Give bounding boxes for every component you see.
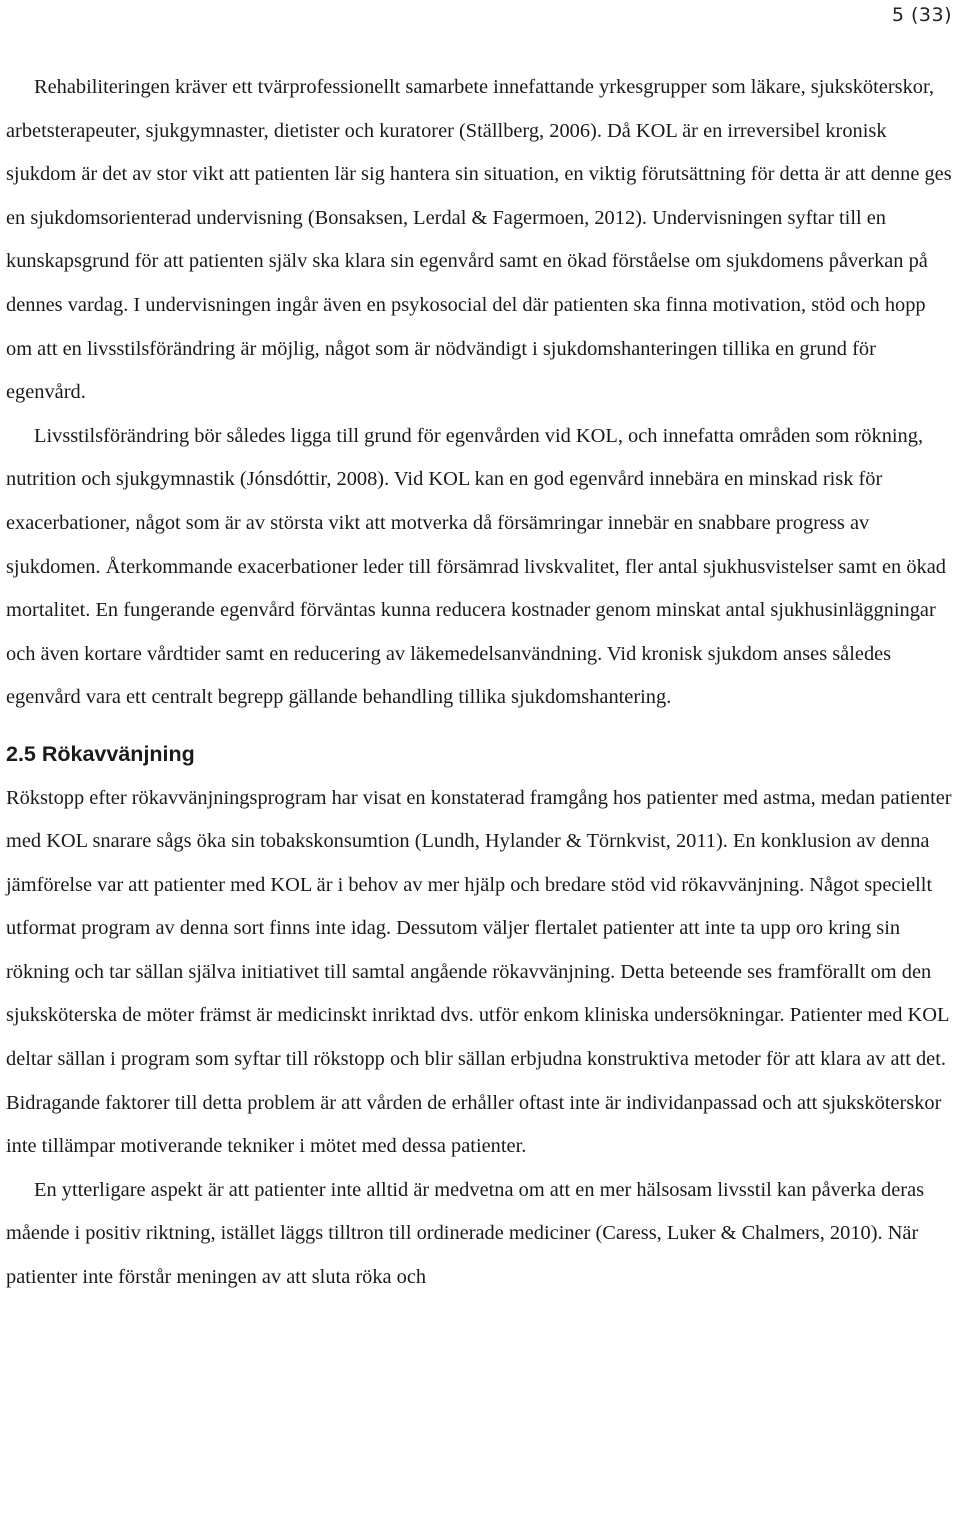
paragraph-smoking-cessation: Rökstopp efter rökavvänjningsprogram har visat en konstaterad framgång hos patienter med astma, medan patienter med KOL snarare sågs öka sin tobakskonsumtion (Lundh, Hylander & Törnkvist, 2011). En konklusion av denna jämförelse var att patienter med KOL är i behov av mer hjälp och bredare stöd vid rökavvänjning. Något speciellt utformat program av denna sort finns inte idag. Dessutom väljer flertalet patienter att inte ta upp oro kring sin rökning och tar sällan själva initiativet till samtal angående rökavvänjning. Detta beteende ses framförallt om den sjuksköterska de möter främst är medicinskt inriktad dvs. utför enkom kliniska undersökningar. Patienter med KOL deltar sällan i program som syftar till rökstopp och blir sällan erbjudna konstruktiva metoder för att klara av att det. Bidragande faktorer till detta problem är att vården de erhåller oftast inte är individanpassad och att sjuksköterskor inte tillämpar motiverande tekniker i mötet med dessa patienter. xyxy=(6,786,952,1158)
body-text xyxy=(6,66,956,1300)
paragraph-lifestyle-change: Livsstilsförändring bör således ligga till grund för egenvården vid KOL, och innefatta områden som rökning, nutrition och sjukgymnastik (Jónsdóttir, 2008). Vid KOL kan en god egenvård innebära en minskad risk för exacerbationer, något som är av största vikt att motverka då försämringar innebär en snabbare progress av sjukdomen. Återkommande exacerbationer leder till försämrad livskvalitet, fler antal sjukhusvistelser samt en ökad mortalitet. En fungerande egenvård förväntas kunna reducera kostnader genom minskat antal sjukhusinläggningar och även kortare vårdtider samt en reducering av läkemedelsanvändning. Vid kronisk sjukdom anses således egenvård vara ett centralt begrepp gällande behandling tillika sjukdomshantering. xyxy=(6,424,946,709)
paragraph-patient-awareness: En ytterligare aspekt är att patienter inte alltid är medvetna om att en mer hälsosam livsstil kan påverka deras mående i positiv riktning, istället läggs tilltron till ordinerade mediciner (Caress, Luker & Chalmers, 2010). När patienter inte förstår meningen av att sluta röka och xyxy=(6,1178,925,1289)
section-heading-rokavvanjning: 2.5 Rökavvänjning xyxy=(6,741,195,766)
page-number: 5 (33) xyxy=(891,4,952,26)
paragraph-rehabilitation: Rehabiliteringen kräver ett tvärprofessionellt samarbete innefattande yrkesgrupper som läkare, sjuksköterskor, arbetsterapeuter, sjukgymnaster, dietister och kuratorer (Ställberg, 2006). Då KOL är en irreversibel kronisk sjukdom är det av stor vikt att patienten lär sig hantera sin situation, en viktig förutsättning för detta är att denne ges en sjukdomsorienterad undervisning (Bonsaksen, Lerdal & Fagermoen, 2012). Undervisningen syftar till en kunskapsgrund för att patienten själv ska klara sin egenvård samt en ökad förståelse om sjukdomens påverkan på dennes vardag. I undervisningen ingår även en psykosocial del där patienten ska finna motivation, stöd och hopp om att en livsstilsförändring är möjlig, något som är nödvändigt i sjukdomshanteringen tillika en grund för egenvård. xyxy=(6,76,952,404)
